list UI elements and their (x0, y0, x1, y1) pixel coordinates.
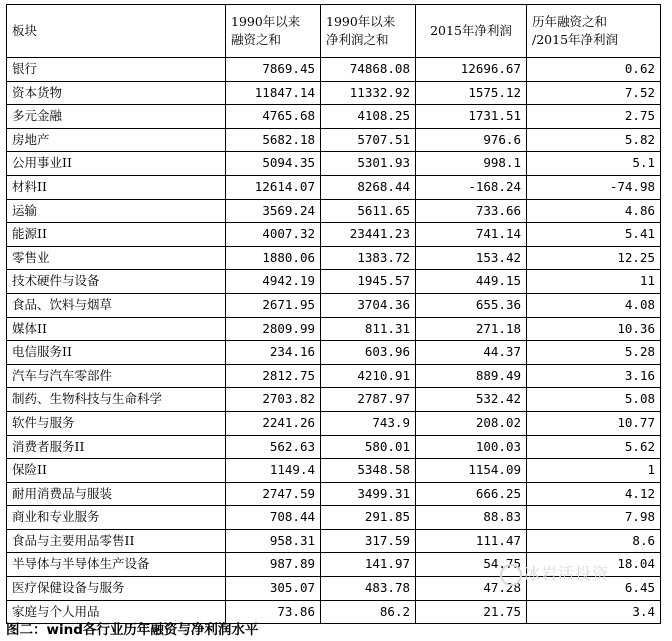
table-header-row (7, 5, 661, 58)
table-row (7, 506, 661, 530)
value-cell: 3704.36 (321, 293, 416, 317)
sector-name-cell: 半导体与半导体生产设备 (7, 553, 226, 577)
value-cell: 4.86 (527, 199, 661, 223)
value-cell: 449.15 (416, 270, 527, 294)
sector-name-cell: 材料II (7, 175, 226, 199)
value-cell: 5.82 (527, 128, 661, 152)
value-cell: 11847.14 (226, 81, 321, 105)
value-cell: 2703.82 (226, 388, 321, 412)
sector-name-cell: 医疗保健设备与服务 (7, 577, 226, 601)
value-cell: 1149.4 (226, 459, 321, 483)
table-row (7, 529, 661, 553)
value-cell: 5348.58 (321, 459, 416, 483)
sector-name-cell: 电信服务II (7, 341, 226, 365)
value-cell: 1945.57 (321, 270, 416, 294)
value-cell: 4942.19 (226, 270, 321, 294)
value-cell: 23441.23 (321, 223, 416, 247)
value-cell: 141.97 (321, 553, 416, 577)
sector-name-cell: 资本货物 (7, 81, 226, 105)
value-cell: 2671.95 (226, 293, 321, 317)
value-cell: 5.08 (527, 388, 661, 412)
value-cell: 889.49 (416, 364, 527, 388)
sector-name-cell: 媒体II (7, 317, 226, 341)
sector-name-cell: 消费者服务II (7, 435, 226, 459)
value-cell: 86.2 (321, 600, 416, 624)
table-row (7, 388, 661, 412)
value-cell: 153.42 (416, 246, 527, 270)
value-cell: 111.47 (416, 529, 527, 553)
value-cell: 12614.07 (226, 175, 321, 199)
value-cell: 74868.08 (321, 58, 416, 82)
value-cell: 4210.91 (321, 364, 416, 388)
table-container (6, 4, 660, 624)
wechat-icon (500, 564, 522, 586)
value-cell: 2812.75 (226, 364, 321, 388)
value-cell: 1 (527, 459, 661, 483)
sector-name-cell: 食品与主要用品零售II (7, 529, 226, 553)
sector-name-cell: 软件与服务 (7, 411, 226, 435)
value-cell: 44.37 (416, 341, 527, 365)
sector-name-cell: 保险II (7, 459, 226, 483)
value-cell: 5094.35 (226, 152, 321, 176)
table-row (7, 246, 661, 270)
table-row (7, 58, 661, 82)
value-cell: 271.18 (416, 317, 527, 341)
table-row (7, 293, 661, 317)
value-cell: 5.28 (527, 341, 661, 365)
table-row (7, 317, 661, 341)
value-cell: 811.31 (321, 317, 416, 341)
sector-name-cell: 能源II (7, 223, 226, 247)
value-cell: 10.77 (527, 411, 661, 435)
value-cell: 12.25 (527, 246, 661, 270)
table-row (7, 341, 661, 365)
value-cell: 47.28 (416, 577, 527, 601)
value-cell: 708.44 (226, 506, 321, 530)
value-cell: 733.66 (416, 199, 527, 223)
value-cell: 234.16 (226, 341, 321, 365)
value-cell: 2747.59 (226, 482, 321, 506)
value-cell: 666.25 (416, 482, 527, 506)
value-cell: 998.1 (416, 152, 527, 176)
value-cell: -168.24 (416, 175, 527, 199)
value-cell: 5611.65 (321, 199, 416, 223)
table-row (7, 459, 661, 483)
sector-name-cell: 耐用消费品与服装 (7, 482, 226, 506)
value-cell: 11 (527, 270, 661, 294)
sector-name-cell: 汽车与汽车零部件 (7, 364, 226, 388)
value-cell: 976.6 (416, 128, 527, 152)
value-cell: 10.36 (527, 317, 661, 341)
header-net-profit-2015: 2015年净利润 (416, 5, 527, 58)
value-cell: 54.75 (416, 553, 527, 577)
sector-name-cell: 零售业 (7, 246, 226, 270)
value-cell: 2.75 (527, 105, 661, 129)
header-financing-total: 1990年以来 融资之和 (226, 5, 321, 58)
value-cell: 958.31 (226, 529, 321, 553)
value-cell: 317.59 (321, 529, 416, 553)
value-cell: 3.16 (527, 364, 661, 388)
value-cell: 8268.44 (321, 175, 416, 199)
value-cell: 208.02 (416, 411, 527, 435)
value-cell: 562.63 (226, 435, 321, 459)
sector-name-cell: 多元金融 (7, 105, 226, 129)
sector-name-cell: 食品、饮料与烟草 (7, 293, 226, 317)
watermark-text: 冰岩活投资 (524, 564, 610, 583)
sector-name-cell: 房地产 (7, 128, 226, 152)
value-cell: 0.62 (527, 58, 661, 82)
value-cell: 743.9 (321, 411, 416, 435)
value-cell: 655.36 (416, 293, 527, 317)
value-cell: 4765.68 (226, 105, 321, 129)
value-cell: 4007.32 (226, 223, 321, 247)
sector-name-cell: 技术硬件与设备 (7, 270, 226, 294)
table-row (7, 364, 661, 388)
value-cell: 5682.18 (226, 128, 321, 152)
value-cell: 12696.67 (416, 58, 527, 82)
value-cell: 11332.92 (321, 81, 416, 105)
value-cell: 291.85 (321, 506, 416, 530)
value-cell: 1575.12 (416, 81, 527, 105)
value-cell: 5301.93 (321, 152, 416, 176)
value-cell: 2241.26 (226, 411, 321, 435)
watermark (500, 561, 609, 586)
value-cell: 7869.45 (226, 58, 321, 82)
value-cell: 5707.51 (321, 128, 416, 152)
value-cell: 305.07 (226, 577, 321, 601)
table-row (7, 81, 661, 105)
value-cell: 1154.09 (416, 459, 527, 483)
header-sector: 板块 (7, 5, 226, 58)
table-row (7, 223, 661, 247)
value-cell: 603.96 (321, 341, 416, 365)
value-cell: 5.1 (527, 152, 661, 176)
sector-name-cell: 公用事业II (7, 152, 226, 176)
value-cell: 1383.72 (321, 246, 416, 270)
value-cell: 1880.06 (226, 246, 321, 270)
value-cell: 7.52 (527, 81, 661, 105)
value-cell: 5.62 (527, 435, 661, 459)
value-cell: 2787.97 (321, 388, 416, 412)
table-row (7, 435, 661, 459)
value-cell: 1731.51 (416, 105, 527, 129)
value-cell: 4108.25 (321, 105, 416, 129)
value-cell: 4.12 (527, 482, 661, 506)
value-cell: 3569.24 (226, 199, 321, 223)
value-cell: 6.45 (527, 577, 661, 601)
sector-name-cell: 运输 (7, 199, 226, 223)
table-row (7, 411, 661, 435)
sector-name-cell: 商业和专业服务 (7, 506, 226, 530)
value-cell: 3.4 (527, 600, 661, 624)
header-net-profit-total: 1990年以来 净利润之和 (321, 5, 416, 58)
table-row (7, 199, 661, 223)
value-cell: 100.03 (416, 435, 527, 459)
table-row (7, 270, 661, 294)
value-cell: 3499.31 (321, 482, 416, 506)
table-row (7, 152, 661, 176)
value-cell: 21.75 (416, 600, 527, 624)
value-cell: 8.6 (527, 529, 661, 553)
value-cell: 18.04 (527, 553, 661, 577)
sector-name-cell: 制药、生物科技与生命科学 (7, 388, 226, 412)
value-cell: 532.42 (416, 388, 527, 412)
sector-name-cell: 家庭与个人用品 (7, 600, 226, 624)
value-cell: 88.83 (416, 506, 527, 530)
value-cell: -74.98 (527, 175, 661, 199)
header-ratio: 历年融资之和 /2015年净利润 (527, 5, 661, 58)
table-row (7, 128, 661, 152)
value-cell: 2809.99 (226, 317, 321, 341)
table-row (7, 482, 661, 506)
value-cell: 73.86 (226, 600, 321, 624)
value-cell: 580.01 (321, 435, 416, 459)
value-cell: 7.98 (527, 506, 661, 530)
table-row (7, 105, 661, 129)
value-cell: 741.14 (416, 223, 527, 247)
value-cell: 4.08 (527, 293, 661, 317)
value-cell: 5.41 (527, 223, 661, 247)
table-row (7, 175, 661, 199)
industry-financing-table (6, 4, 661, 624)
value-cell: 987.89 (226, 553, 321, 577)
figure-caption: 图二：wind各行业历年融资与净利润水平 (6, 622, 259, 638)
value-cell: 483.78 (321, 577, 416, 601)
sector-name-cell: 银行 (7, 58, 226, 82)
